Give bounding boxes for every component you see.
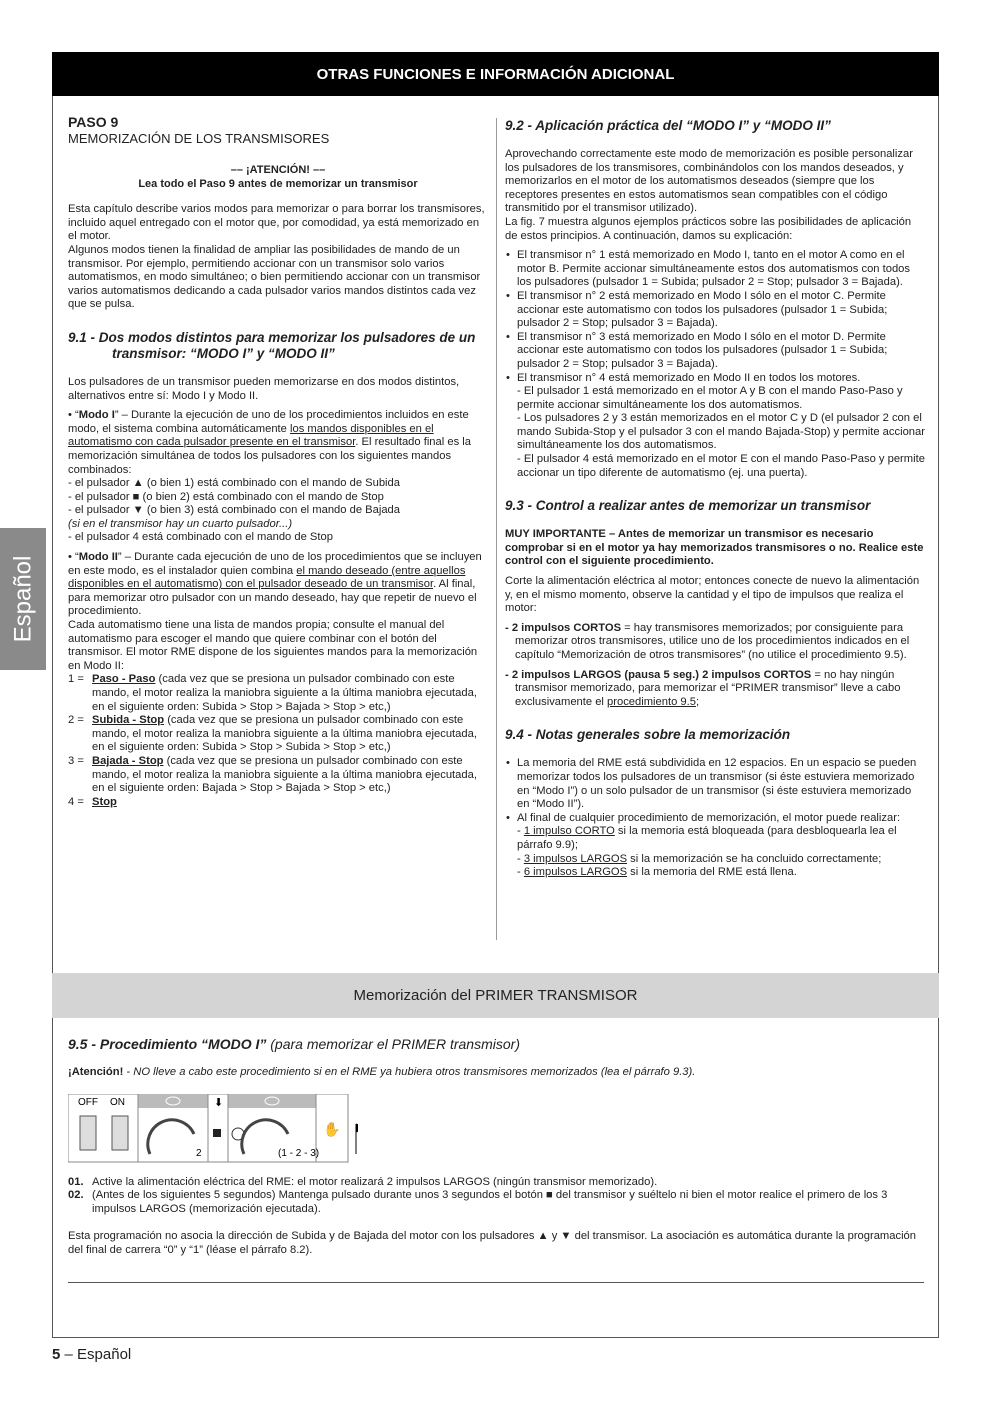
underlined-text: 1 impulso CORTO bbox=[523, 825, 615, 838]
list-item: - El pulsador 1 está memorizado en el motor A y B con el mando Paso-Paso y permite accionar simultáneamente los dos automatismos. bbox=[517, 385, 903, 411]
text: . El resultado final es la memorización simultánea de todos los pulsadores con los siguientes mandos combinados: bbox=[68, 436, 471, 476]
final-note: Esta programación no asocia la dirección de Subida y de Bajada del motor con los pulsadores ▲ y ▼ del transmisor. La asociación es automática durante la programación del final de carrera “0” y “1” (léase el párrafo 8.2). bbox=[68, 1230, 916, 1256]
example-list bbox=[505, 249, 925, 385]
section-heading-9-3: 9.3 - Control a realizar antes de memorizar un transmisor bbox=[505, 498, 871, 514]
paragraph: Esta capítulo describe varios modos para memorizar o para borrar los transmisores, incluido aquel entregado con el motor que, por comodidad, ya está memorizado en el motor. bbox=[68, 203, 485, 243]
text: si la memorización se ha concluido correctamente; bbox=[627, 852, 882, 865]
mode-i-paragraph bbox=[68, 409, 488, 477]
section-heading-9-5 bbox=[68, 1036, 924, 1052]
list-item: - 1 impulso CORTO si la memoria está bloqueada (para desbloquearla lea el párrafo 9.9); bbox=[517, 825, 897, 851]
language-tab bbox=[0, 528, 46, 670]
attention-title: –– ¡ATENCIÓN! –– bbox=[230, 164, 326, 177]
paragraph: Los pulsadores de un transmisor pueden memorizarse en dos modos distintos, alternativos entre sí: Modo I y Modo II. bbox=[68, 375, 460, 402]
off-label: OFF bbox=[78, 1096, 98, 1108]
right-column bbox=[505, 116, 925, 880]
paragraph: Aprovechando correctamente este modo de memorización es posible personalizar los pulsadores de los transmisores, combinándolos con los mandos deseados, y memorizarlos en el motor de los automatismos deseados (siempre que los receptores presentes en estos automatismos sean compatibles con el código transmitido por el transmisor utilizado). bbox=[505, 148, 913, 215]
mode-ii-paragraph bbox=[68, 551, 488, 619]
hand-icon: ✋ bbox=[323, 1120, 341, 1137]
mode-ii-label: Modo II bbox=[78, 551, 118, 564]
list-item: - 6 impulsos LARGOS si la memoria del RME está llena. bbox=[517, 866, 797, 879]
pulse-label: - 2 impulsos LARGOS (pausa 5 seg.) 2 impulsos CORTOS bbox=[505, 668, 812, 681]
heading-main: 9.5 - Procedimiento “MODO I” bbox=[68, 1036, 267, 1052]
attention-label: ¡Atención! bbox=[68, 1066, 124, 1078]
text: • “ bbox=[68, 409, 79, 422]
text: . Al final, para memorizar otro pulsador con un mando deseado, hay que repetir de nuevo el procedimiento. bbox=[68, 578, 477, 618]
procedure-figure bbox=[68, 1094, 358, 1164]
command-item bbox=[68, 755, 488, 796]
item-text: (cada vez que se presiona un pulsador combinado con este mando, el motor realiza la maniobra siguiente a la última maniobra ejecutada, en el siguiente orden: Bajada > Stop > Bajada > Stop > etc,) bbox=[92, 754, 477, 795]
subsection-banner: Memorización del PRIMER TRANSMISOR bbox=[52, 973, 939, 1018]
footer-language: Español bbox=[77, 1346, 132, 1363]
combo-line: - el pulsador ▲ (o bien 1) está combinado con el mando de Subida bbox=[68, 477, 400, 490]
combo-line: - el pulsador 4 está combinado con el mando de Stop bbox=[68, 531, 333, 544]
list-item: • El transmisor n° 3 está memorizado en Modo I sólo en el motor D. Permite accionar este automatismo con todos los pulsadores (pulsador 1 = Subida; pulsador 2 = Stop; pulsador 3 = Bajada). bbox=[517, 331, 925, 372]
attention-line bbox=[68, 1066, 924, 1080]
combo-line: - el pulsador ▼ (o bien 3) está combinado con el mando de Bajada bbox=[68, 504, 400, 517]
command-item bbox=[68, 673, 488, 714]
text: ; bbox=[695, 695, 700, 708]
step-title: PASO 9 bbox=[68, 114, 119, 130]
breaker-off-icon bbox=[80, 1116, 96, 1150]
text: • “ bbox=[68, 551, 79, 564]
item-text: (cada vez que se presiona un pulsador combinado con este mando, el motor realiza la maniobra siguiente a la última maniobra ejecutada, en el siguiente orden: Subida > Stop > Subida > Stop > etc,) bbox=[92, 714, 477, 754]
item-number: 2 = bbox=[68, 714, 84, 727]
step-02 bbox=[68, 1189, 924, 1216]
list-item: • La memoria del RME está subdividida en 12 espacios. En un espacio se pueden memorizar todos los pulsadores de un transmisor (si éste estuviera memorizado en “Modo I”) o un solo pulsador de un transmisor (si éste estuviera memorizado en “Modo II”). bbox=[517, 757, 925, 811]
stop-button-icon bbox=[213, 1129, 221, 1137]
step-01 bbox=[68, 1176, 924, 1190]
step-subtitle: MEMORIZACIÓN DE LOS TRANSMISORES bbox=[68, 130, 330, 146]
language-tab-label: Español bbox=[9, 555, 37, 643]
text: - NO lleve a cabo este procedimiento si en el RME ya hubiera otros transmisores memorizados (lea el párrafo 9.3). bbox=[123, 1066, 696, 1078]
column-divider bbox=[496, 118, 497, 940]
paragraph: Cada automatismo tiene una lista de mandos propia; consulte el manual del automatismo para escoger el mando que quiere combinar con el botón del transmisor. El motor RME dispone de los siguientes mandos para la memorización en Modo II: bbox=[68, 619, 478, 672]
heading-note: (para memorizar el PRIMER transmisor) bbox=[266, 1036, 520, 1052]
section-heading-9-4: 9.4 - Notas generales sobre la memorización bbox=[505, 727, 791, 743]
text: si la memoria está bloqueada (para desbloquearla lea el párrafo 9.9); bbox=[517, 825, 897, 851]
list-item: • El transmisor n° 1 está memorizado en Modo I, tanto en el motor A como en el motor B. Permite accionar simultáneamente estos dos automatismos con todos los pulsadores (pulsador 1 = Subida; pulsador 2 = Stop; pulsador 3 = Bajada). bbox=[517, 249, 925, 290]
item-number: 1 = bbox=[68, 673, 84, 686]
paragraph: Algunos modos tienen la finalidad de ampliar las posibilidades de mando de un transmisor. Por ejemplo, permitiendo accionar con un transmisor solo varios automatismos, en modo simultáneo; o bien permitiendo accionar con un transmisor varios automatismos dedicando a cada pulsador varios mandos distintos cada vez que se pulsa. bbox=[68, 243, 481, 311]
text: = no hay ningún transmisor memorizado, para memorizar el “PRIMER transmisor” lleve a cabo exclusivamente el bbox=[515, 668, 901, 708]
command-item bbox=[68, 714, 488, 755]
breaker-on-icon bbox=[112, 1116, 128, 1150]
pulse-results bbox=[505, 825, 925, 879]
text: ” – Durante cada ejecución de uno de los procedimientos que se incluyen en este modo, es el instalador quien combina bbox=[68, 551, 482, 577]
list-item: • El transmisor n° 2 está memorizado en Modo I sólo en el motor C. Permite accionar este automatismo con todos los pulsadores (pulsador 1 = Subida; pulsador 2 = Stop; pulsador 3 = Bajada). bbox=[517, 290, 925, 331]
important-note: MUY IMPORTANTE – Antes de memorizar un transmisor es necesario comprobar si en el motor ya hay memorizados transmisores o no. Realice este control con el siguiente procedimiento. bbox=[505, 528, 924, 568]
pulse-label: - 2 impulsos CORTOS bbox=[505, 621, 622, 634]
text: si la memoria del RME está llena. bbox=[627, 866, 797, 879]
item-number: 4 = bbox=[68, 795, 84, 808]
page-footer bbox=[52, 1346, 131, 1363]
step-text: Active la alimentación eléctrica del RME: el motor realizará 2 impulsos LARGOS (ningún transmisor memorizado). bbox=[92, 1175, 658, 1188]
paragraph: La fig. 7 muestra algunos ejemplos prácticos sobre las posibilidades de aplicación de estos principios. A continuación, damos su explicación: bbox=[505, 215, 912, 242]
hold-icon: ⬇ bbox=[214, 1096, 224, 1109]
section-heading-9-1: 9.1 - Dos modos distintos para memorizar los pulsadores de un transmisor: “MODO I” y “MODO II” bbox=[68, 329, 476, 361]
paragraph: Corte la alimentación eléctrica al motor; entonces conecte de nuevo la alimentación y, en el mismo momento, observe la cantidad y el tipo de impulsos que realiza el motor: bbox=[505, 575, 920, 615]
notes-list bbox=[505, 757, 925, 825]
command-item bbox=[68, 796, 488, 810]
attention-box bbox=[68, 163, 488, 191]
procedure-section bbox=[68, 1036, 924, 1258]
underlined-text: los mandos disponibles en el automatismo con cada pulsador presente en el transmisor bbox=[68, 422, 434, 449]
left-column bbox=[68, 116, 488, 809]
item-key: Bajada - Stop bbox=[92, 754, 164, 767]
procedure-diagram bbox=[68, 1094, 358, 1164]
item-key: Subida - Stop bbox=[92, 714, 165, 727]
list-item: - 3 impulsos LARGOS si la memorización se ha concluido correctamente; bbox=[517, 852, 882, 865]
on-label: ON bbox=[110, 1096, 125, 1108]
section-heading-9-2: 9.2 - Aplicación práctica del “MODO I” y “MODO II” bbox=[505, 118, 831, 133]
list-item: • El transmisor n° 4 está memorizado en Modo II en todos los motores. bbox=[517, 372, 925, 386]
mode-i-label: Modo I bbox=[78, 409, 115, 422]
list-item: • Al final de cualquier procedimiento de memorización, el motor puede realizar: bbox=[517, 812, 925, 826]
underlined-text: 6 impulsos LARGOS bbox=[523, 866, 628, 879]
sub-list bbox=[505, 385, 925, 480]
attention-text: Lea todo el Paso 9 antes de memorizar un transmisor bbox=[138, 178, 418, 191]
list-item: - Los pulsadores 2 y 3 están memorizados en el motor C y D (el pulsador 2 con el mando Subida-Stop y el pulsador 3 con el mando Bajada-Stop) y permite accionar simultáneamente los dos automatismos. bbox=[517, 412, 925, 452]
item-text: (cada vez que se presiona un pulsador combinado con este mando, el motor realiza la maniobra siguiente a la última maniobra ejecutada, en el siguiente orden: Subida > Stop > Bajada > Stop > etc,) bbox=[92, 673, 477, 713]
item-number: 3 = bbox=[68, 754, 84, 767]
text: ” – Durante la ejecución de uno de los procedimientos incluidos en este modo, el sistema combina automáticamente bbox=[68, 409, 469, 435]
flag-icon bbox=[356, 1124, 358, 1154]
pulse-sequence: (1 - 2 - 3) bbox=[278, 1147, 320, 1159]
combo-line: - el pulsador ■ (o bien 2) está combinado con el mando de Stop bbox=[68, 490, 384, 503]
step-number: 02. bbox=[68, 1189, 84, 1202]
pulse-case bbox=[505, 669, 925, 710]
combo-note: (si en el transmisor hay un cuarto pulsador...) bbox=[68, 517, 293, 530]
page-number: 5 bbox=[52, 1346, 61, 1363]
underlined-text: 3 impulsos LARGOS bbox=[523, 852, 628, 865]
list-item: - El pulsador 4 está memorizado en el motor E con el mando Paso-Paso y permite accionar un tipo diferente de automatismo (ej. una puerta). bbox=[517, 453, 925, 479]
bottom-rule bbox=[68, 1282, 924, 1283]
pulse-count: 2 bbox=[196, 1147, 202, 1159]
step-text: (Antes de los siguientes 5 segundos) Mantenga pulsado durante unos 3 segundos el botón ■ del transmisor y suéltelo ni bien el motor realice el primero de los 3 impulsos LARGOS (memorización ejecutada). bbox=[92, 1189, 888, 1215]
link-text: procedimiento 9.5 bbox=[607, 695, 696, 708]
step-number: 01. bbox=[68, 1175, 84, 1188]
section-header: OTRAS FUNCIONES E INFORMACIÓN ADICIONAL bbox=[52, 52, 939, 96]
text: = hay transmisores memorizados; por consiguiente para memorizar otros transmisores, utilice uno de los procedimientos indicados en el capítulo “Memorización de otros transmisores” (no utilice el procedimiento 9.5). bbox=[515, 621, 910, 661]
item-key: Stop bbox=[92, 795, 117, 808]
underlined-text: el mando deseado (entre aquellos disponibles en el automatismo) con el pulsador deseado de un transmisor bbox=[68, 564, 466, 591]
item-key: Paso - Paso bbox=[92, 673, 156, 686]
separator: – bbox=[60, 1346, 78, 1363]
pulse-case bbox=[505, 622, 925, 663]
